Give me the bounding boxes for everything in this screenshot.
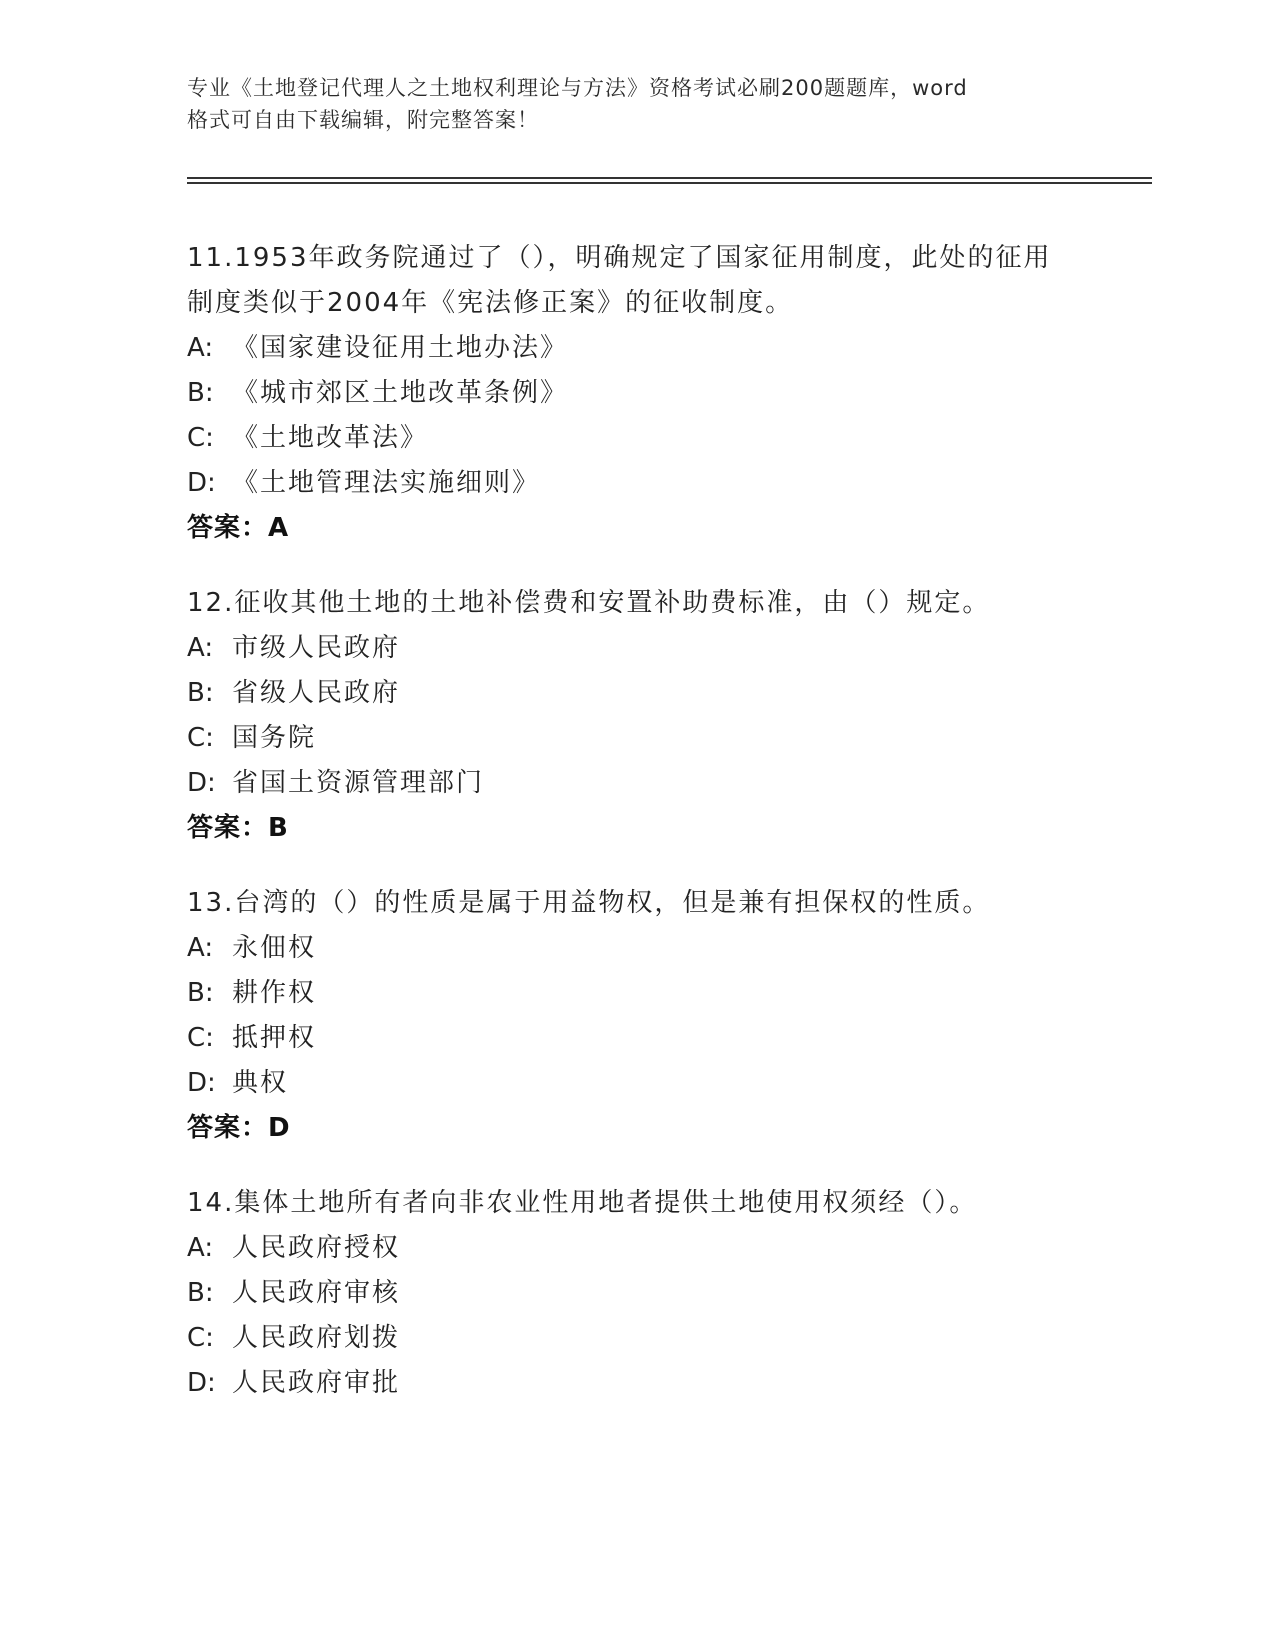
option-text: 国务院 — [232, 723, 317, 753]
option-letter: D: — [187, 1068, 216, 1098]
option-text: 《城市郊区土地改革条例》 — [232, 378, 569, 408]
question-stem: 11.1953年政务院通过了（），明确规定了国家征用制度，此处的征用 — [187, 243, 1052, 273]
option-a — [187, 926, 1087, 971]
option-letter: A: — [187, 933, 214, 963]
option-text: 《国家建设征用土地办法》 — [232, 333, 569, 363]
option-text: 人民政府授权 — [232, 1233, 401, 1263]
question-stem: 13.台湾的（）的性质是属于用益物权，但是兼有担保权的性质。 — [187, 888, 991, 918]
question-13 — [187, 881, 1087, 1151]
document-header — [187, 72, 1067, 136]
option-a — [187, 626, 1087, 671]
option-b — [187, 1271, 1087, 1316]
option-d — [187, 761, 1087, 806]
option-letter: C: — [187, 423, 214, 453]
option-letter: A: — [187, 633, 214, 663]
option-a — [187, 326, 1087, 371]
answer-line: 答案：D — [187, 1113, 291, 1143]
question-stem: 12.征收其他土地的土地补偿费和安置补助费标准，由（）规定。 — [187, 588, 991, 618]
option-c — [187, 416, 1087, 461]
question-11 — [187, 236, 1087, 551]
option-d — [187, 1061, 1087, 1106]
option-letter: B: — [187, 1278, 214, 1308]
header-divider-top — [187, 177, 1152, 179]
option-a — [187, 1226, 1087, 1271]
option-letter: B: — [187, 678, 214, 708]
option-text: 人民政府审核 — [232, 1278, 401, 1308]
option-letter: C: — [187, 1023, 214, 1053]
question-14 — [187, 1181, 1087, 1406]
header-divider-bottom — [187, 182, 1152, 184]
option-text: 《土地管理法实施细则》 — [232, 468, 541, 498]
option-letter: D: — [187, 468, 216, 498]
option-text: 耕作权 — [232, 978, 317, 1008]
option-text: 市级人民政府 — [232, 633, 401, 663]
option-text: 典权 — [232, 1068, 289, 1098]
option-c — [187, 1316, 1087, 1361]
option-letter: C: — [187, 1323, 214, 1353]
option-text: 人民政府审批 — [232, 1368, 401, 1398]
option-text: 省国土资源管理部门 — [232, 768, 485, 798]
option-letter: C: — [187, 723, 214, 753]
option-letter: B: — [187, 978, 214, 1008]
option-b — [187, 971, 1087, 1016]
option-letter: A: — [187, 333, 214, 363]
option-letter: A: — [187, 1233, 214, 1263]
option-text: 《土地改革法》 — [232, 423, 429, 453]
question-list — [187, 236, 1087, 1436]
option-b — [187, 371, 1087, 416]
option-text: 永佃权 — [232, 933, 317, 963]
question-12 — [187, 581, 1087, 851]
answer-line: 答案：A — [187, 513, 290, 543]
option-text: 省级人民政府 — [232, 678, 401, 708]
option-text: 抵押权 — [232, 1023, 317, 1053]
header-line-2: 格式可自由下载编辑，附完整答案！ — [187, 108, 539, 132]
option-letter: B: — [187, 378, 214, 408]
option-d — [187, 1361, 1087, 1406]
option-c — [187, 716, 1087, 761]
option-letter: D: — [187, 768, 216, 798]
header-line-1: 专业《土地登记代理人之土地权利理论与方法》资格考试必刷200题题库，word — [187, 76, 968, 100]
option-c — [187, 1016, 1087, 1061]
answer-line: 答案：B — [187, 813, 289, 843]
option-text: 人民政府划拨 — [232, 1323, 401, 1353]
option-letter: D: — [187, 1368, 216, 1398]
question-stem-continued: 制度类似于2004年《宪法修正案》的征收制度。 — [187, 288, 794, 318]
option-d — [187, 461, 1087, 506]
question-stem: 14.集体土地所有者向非农业性用地者提供土地使用权须经（）。 — [187, 1188, 978, 1218]
option-b — [187, 671, 1087, 716]
